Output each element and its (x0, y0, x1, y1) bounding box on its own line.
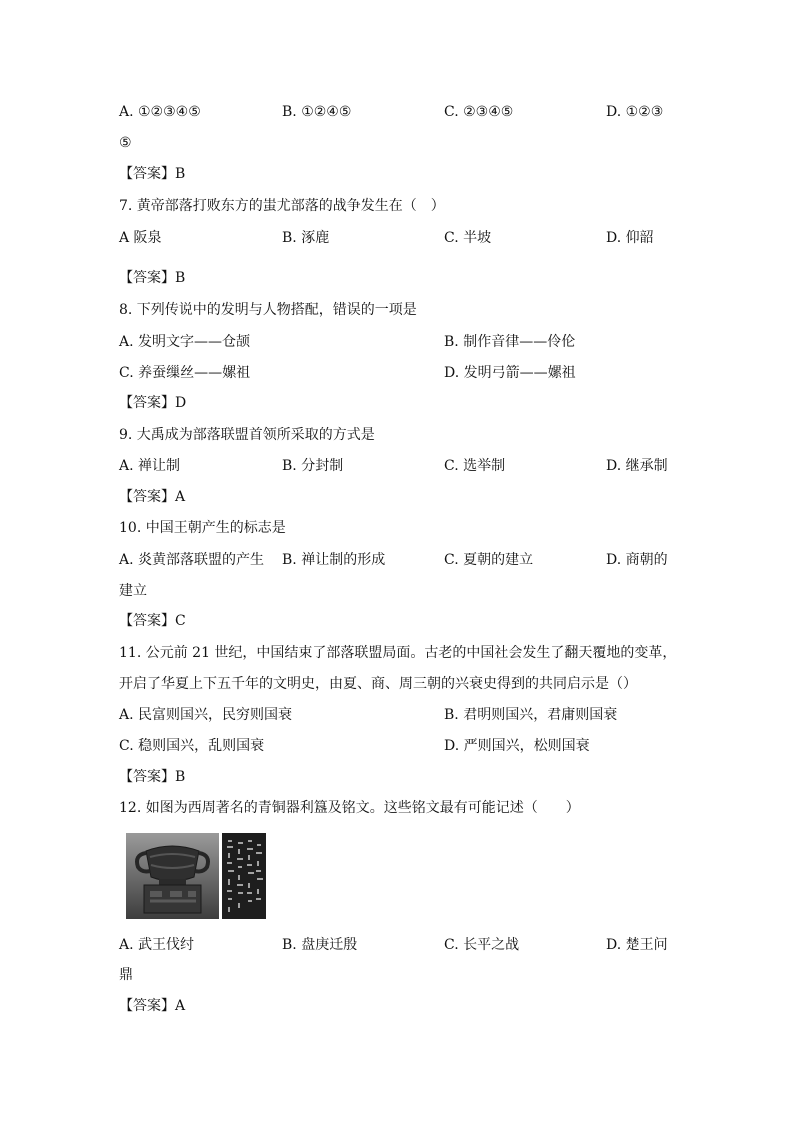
q11-stem-line2: 开启了华夏上下五千年的文明史，由夏、商、周三朝的兴衰史得到的共同启示是（） (119, 676, 637, 692)
q10-stem: 10. 中国王朝产生的标志是 (119, 520, 286, 536)
q10-option-a: A. 炎黄部落联盟的产生 (119, 552, 265, 568)
q10-answer: 【答案】C (119, 613, 186, 629)
q12-option-wrap: 鼎 (119, 967, 133, 983)
q11-option-d: D. 严则国兴，松则国衰 (444, 738, 590, 754)
q10-option-d: D. 商朝的 (606, 552, 668, 568)
q8-option-a: A. 发明文字——仓颉 (119, 334, 251, 350)
q11-option-c: C. 稳则国兴，乱则国衰 (119, 738, 265, 754)
q12-option-b: B. 盘庚迁殷 (282, 937, 358, 953)
q7-stem: 7. 黄帝部落打败东方的蚩尤部落的战争发生在（ ） (119, 198, 445, 214)
q7-answer: 【答案】B (119, 270, 186, 286)
q10-option-wrap: 建立 (119, 583, 147, 599)
q6-option-a: A. ①②③④⑤ (119, 104, 201, 120)
q12-option-a: A. 武王伐纣 (119, 937, 195, 953)
q11-stem-line1: 11. 公元前 21 世纪，中国结束了部落联盟局面。古老的中国社会发生了翻天覆地的变革， (119, 645, 677, 661)
q6-answer: 【答案】B (119, 166, 186, 182)
q11-option-b: B. 君明则国兴，君庸则国衰 (444, 707, 618, 723)
bronze-gui-image (126, 833, 266, 919)
q10-option-b: B. 禅让制的形成 (282, 552, 386, 568)
q8-stem: 8. 下列传说中的发明与人物搭配，错误的一项是 (119, 302, 417, 318)
q11-answer: 【答案】B (119, 769, 186, 785)
q6-option-wrap: ⑤ (119, 135, 132, 151)
q7-option-c: C. 半坡 (444, 230, 492, 246)
q12-stem: 12. 如图为西周著名的青铜器利簋及铭文。这些铭文最有可能记述（ ） (119, 800, 580, 816)
q10-option-c: C. 夏朝的建立 (444, 552, 534, 568)
q9-option-b: B. 分封制 (282, 458, 344, 474)
q7-option-d: D. 仰韶 (606, 230, 654, 246)
q8-option-b: B. 制作音律——伶伦 (444, 334, 576, 350)
q6-option-d: D. ①②③ (606, 104, 664, 120)
q11-option-a: A. 民富则国兴，民穷则国衰 (119, 707, 293, 723)
q9-stem: 9. 大禹成为部落联盟首领所采取的方式是 (119, 427, 375, 443)
q7-option-a: A 阪泉 (119, 230, 162, 246)
q7-option-b: B. 涿鹿 (282, 230, 330, 246)
q9-option-a: A. 禅让制 (119, 458, 181, 474)
q6-option-b: B. ①②④⑤ (282, 104, 352, 120)
q12-option-c: C. 长平之战 (444, 937, 520, 953)
q6-option-c: C. ②③④⑤ (444, 104, 514, 120)
q8-option-d: D. 发明弓箭——嫘祖 (444, 365, 576, 381)
q9-answer: 【答案】A (119, 489, 186, 505)
q9-option-c: C. 选举制 (444, 458, 506, 474)
q12-answer: 【答案】A (119, 998, 186, 1014)
q8-option-c: C. 养蚕缫丝——嫘祖 (119, 365, 251, 381)
q12-option-d: D. 楚王问 (606, 937, 668, 953)
q9-option-d: D. 继承制 (606, 458, 668, 474)
q8-answer: 【答案】D (119, 395, 187, 411)
